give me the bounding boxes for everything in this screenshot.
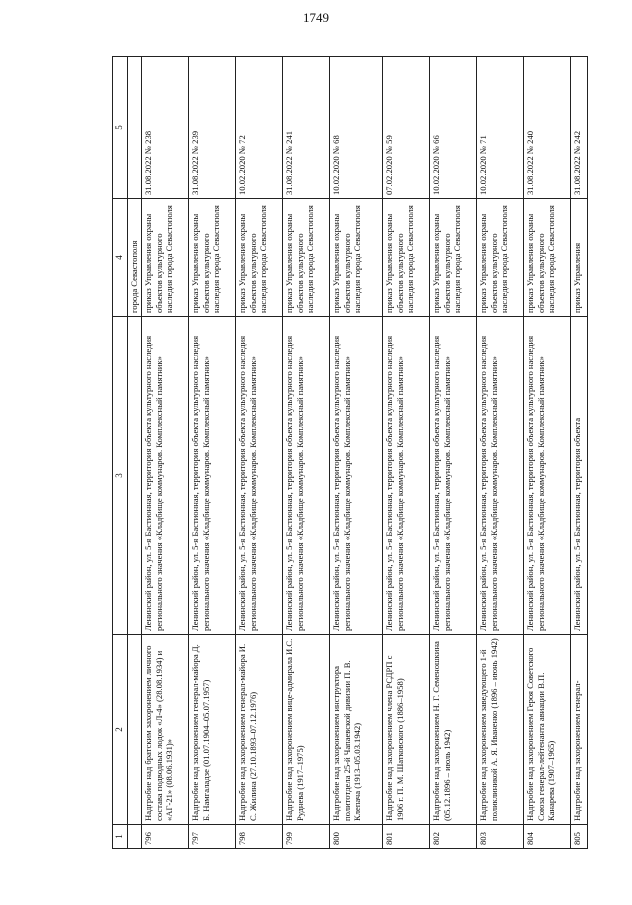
document-date: 10.02.2020 № 71: [477, 57, 524, 199]
object-name: Надгробие над захоронением члена РСДРП с 1906 г. П. М. Шатковского (1886–1958): [383, 635, 430, 825]
column-header-1: 1: [113, 825, 128, 849]
rotated-table-frame: [112, 57, 622, 849]
protection-document: приказ Управления охраны объектов культурного наследия города Севастополя: [524, 199, 571, 317]
row-number: 804: [524, 825, 571, 849]
document-date: 31.08.2022 № 238: [142, 57, 189, 199]
table-row: [283, 57, 330, 849]
heritage-objects-table: [112, 56, 588, 849]
table-row: [383, 57, 430, 849]
table-cell: [128, 635, 142, 825]
column-header-4: 4: [113, 199, 128, 317]
column-header-2: 2: [113, 635, 128, 825]
object-location: Ленинский район, ул. 5-я Бастионная, территория объекта культурного наследия регионального значения «Кладбище коммунаров. Комплексный памятник»: [330, 317, 383, 635]
object-location: Ленинский район, ул. 5-я Бастионная, территория объекта культурного наследия регионального значения «Кладбище коммунаров. Комплексный памятник»: [524, 317, 571, 635]
protection-document: приказ Управления охраны объектов культурного наследия города Севастополя: [283, 199, 330, 317]
document-date: 31.08.2022 № 242: [571, 57, 588, 199]
object-location: Ленинский район, ул. 5-я Бастионная, территория объекта культурного наследия регионального значения «Кладбище коммунаров. Комплексный памятник»: [383, 317, 430, 635]
object-name: Надгробие над захоронением заведующего 1-й поликлиникой А. Я. Иваненко (1896 – июнь 1942): [477, 635, 524, 825]
table-cell: [128, 825, 142, 849]
object-name: Надгробие над братским захоронением личного состава подводных лодок «Л-4» (28.08.1934) и «АГ-21» (08.06.1931)»: [142, 635, 189, 825]
table-row: [524, 57, 571, 849]
rotated-table-container: [112, 57, 622, 849]
object-name: Надгробие над захоронением генерал-майора И. С. Жилина (27.10.1893–07.12.1976): [236, 635, 283, 825]
row-number: 796: [142, 825, 189, 849]
row-number: 802: [430, 825, 477, 849]
protection-document: приказ Управления: [571, 199, 588, 317]
page-number: 1749: [303, 10, 329, 25]
protection-document: приказ Управления охраны объектов культурного наследия города Севастополя: [236, 199, 283, 317]
object-name: Надгробие над захоронением Н. Г. Семеношкина (05.12.1896 – июль 1942): [430, 635, 477, 825]
row-number: 800: [330, 825, 383, 849]
table-cell: [128, 317, 142, 635]
object-location: Ленинский район, ул. 5-я Бастионная, территория объекта культурного наследия регионального значения «Кладбище коммунаров. Комплексный памятник»: [236, 317, 283, 635]
object-name: Надгробие над захоронением генерал-: [571, 635, 588, 825]
object-location: Ленинский район, ул. 5-я Бастионная, территория объекта культурного наследия регионального значения «Кладбище коммунаров. Комплексный памятник»: [142, 317, 189, 635]
document-date: 10.02.2020 № 68: [330, 57, 383, 199]
table-row: [189, 57, 236, 849]
document-date: 31.08.2022 № 239: [189, 57, 236, 199]
protection-document: приказ Управления охраны объектов культурного наследия города Севастополя: [477, 199, 524, 317]
column-header-5: 5: [113, 57, 128, 199]
object-name: Надгробие над захоронением генерал-майора Д. Б. Намгаладзе (01.07.1904–05.07.1957): [189, 635, 236, 825]
object-name: Надгробие над захоронением Героя Советского Союза генерал-лейтенанта авиации В.П. Канарева (1907–1965): [524, 635, 571, 825]
row-number: 799: [283, 825, 330, 849]
protection-document: приказ Управления охраны объектов культурного наследия города Севастополя: [142, 199, 189, 317]
object-location: Ленинский район, ул. 5-я Бастионная, территория объекта культурного наследия регионального значения «Кладбище коммунаров. Комплексный памятник»: [477, 317, 524, 635]
table-row: [236, 57, 283, 849]
object-location: Ленинский район, ул. 5-я Бастионная, территория объекта культурного наследия регионального значения «Кладбище коммунаров. Комплексный памятник»: [283, 317, 330, 635]
document-date: 10.02.2020 № 72: [236, 57, 283, 199]
document-date: 07.02.2020 № 59: [383, 57, 430, 199]
document-date: 10.02.2020 № 66: [430, 57, 477, 199]
row-number: 801: [383, 825, 430, 849]
table-row: [477, 57, 524, 849]
object-location: Ленинский район, ул. 5-я Бастионная, территория объекта культурного наследия регионального значения «Кладбище коммунаров. Комплексный памятник»: [189, 317, 236, 635]
row-number: 797: [189, 825, 236, 849]
document-date: 31.08.2022 № 241: [283, 57, 330, 199]
table-row: [142, 57, 189, 849]
protection-document: приказ Управления охраны объектов культурного наследия города Севастополя: [430, 199, 477, 317]
protection-document: приказ Управления охраны объектов культурного наследия города Севастополя: [330, 199, 383, 317]
continuation-row: [128, 57, 142, 849]
column-header-3: 3: [113, 317, 128, 635]
protection-document: приказ Управления охраны объектов культурного наследия города Севастополя: [189, 199, 236, 317]
row-number: 798: [236, 825, 283, 849]
table-row: [330, 57, 383, 849]
table-row: [430, 57, 477, 849]
object-name: Надгробие над захоронением вице-адмирала И.С. Руднева (1917–1975): [283, 635, 330, 825]
object-location: Ленинский район, ул. 5-я Бастионная, территория объекта культурного наследия регионального значения «Кладбище коммунаров. Комплексный памятник»: [430, 317, 477, 635]
table-row: [571, 57, 588, 849]
continuation-doc-cell: города Севастополя: [128, 199, 142, 317]
object-name: Надгробие над захоронением инструктора политотдела 25-й Чапаевской дивизии П. В. Клепача (1913–05.03.1942): [330, 635, 383, 825]
object-location: Ленинский район, ул. 5-я Бастионная, территория объекта: [571, 317, 588, 635]
table-cell: [128, 57, 142, 199]
row-number: 805: [571, 825, 588, 849]
document-date: 31.08.2022 № 240: [524, 57, 571, 199]
row-number: 803: [477, 825, 524, 849]
table-header-row: [113, 57, 128, 849]
protection-document: приказ Управления охраны объектов культурного наследия города Севастополя: [383, 199, 430, 317]
